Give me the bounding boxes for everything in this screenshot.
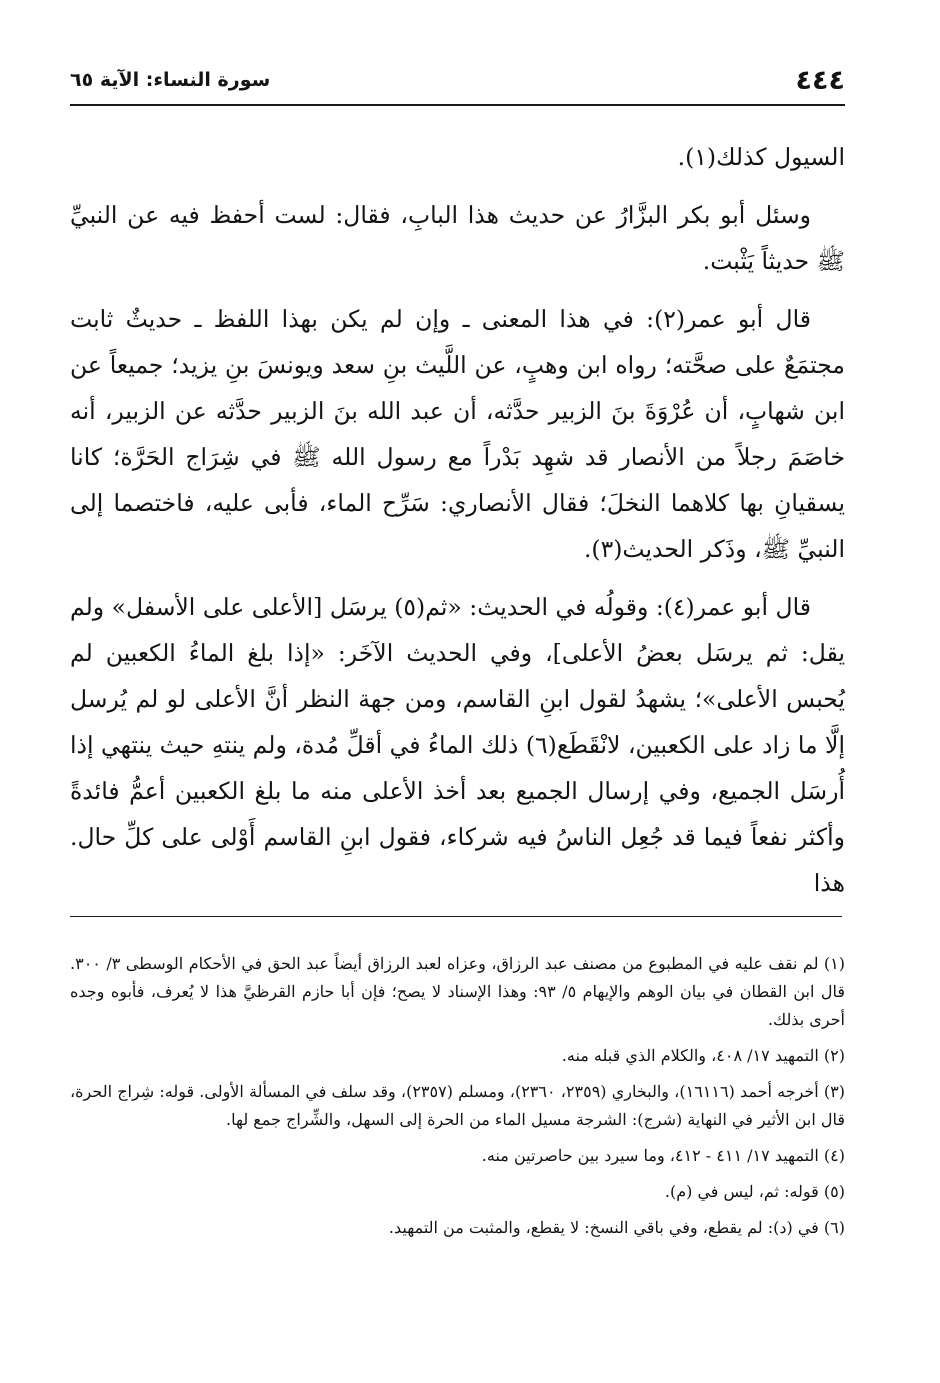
footnote: (٦) في (د): لم يقطع، وفي باقي النسخ: لا يقطع، والمثبت من التمهيد. [388, 1218, 845, 1237]
paragraph: وسئل أبو بكر البزَّارُ عن حديث هذا البابِ، فقال: لست أحفظ فيه عن النبيِّ ﷺ حديثاً يَثْبت. [70, 201, 845, 275]
page-header [70, 58, 845, 102]
page-number: ٤٤٤ [795, 64, 845, 96]
footnote: (٤) التمهيد ١٧/ ٤١١ - ٤١٢، وما سيرد بين حاصرتين منه. [481, 1146, 845, 1165]
footnote: (٢) التمهيد ١٧/ ٤٠٨، والكلام الذي قبله منه. [561, 1046, 845, 1065]
running-title: سورة النساء: الآية ٦٥ [70, 69, 271, 91]
paragraph: السيول كذلك(١). [677, 143, 845, 171]
book-page [70, 0, 845, 1383]
paragraph: قال أبو عمر(٤): وقولُه في الحديث: «ثم(٥) يرسَل [الأعلى على الأسفل» ولم يقل: ثم يرسَل بعضُ الأعلى]، وفي الحديث الآخَر: «إذا بلغ الماءُ الكعبين لم يُحبس الأعلى»؛ يشهدُ لقول ابنِ القاسم، ومن جهة النظر أنَّ الأعلى لو لم يُرسل إلَّا ما زاد على الكعبين، لانْقَطَع(٦) ذلك الماءُ في أقلِّ مُدة، ولم ينتهِ حيث ينتهي إذا أُرسَل الجميع، وفي إرسال الجميع بعد أخذ الأعلى منه ما بلغ الكعبين أعمُّ فائدةً وأكثر نفعاً فيما قد جُعِل الناسُ فيه شركاء، فقول ابنِ القاسم أَوْلى على كلِّ حال. هذا [70, 593, 845, 897]
footnote: (٣) أخرجه أحمد (١٦١١٦)، والبخاري (٢٣٥٩، ٢٣٦٠)، ومسلم (٢٣٥٧)، وقد سلف في المسألة الأولى. قوله: شِراج الحرة، قال ابن الأثير في النهاية (شرج): الشرجة مسيل الماء من الحرة إلى السهل، والشِّراج جمع لها. [70, 1082, 846, 1129]
header-rule [70, 104, 845, 106]
main-text [70, 134, 845, 918]
paragraph: قال أبو عمر(٢): في هذا المعنى ـ وإن لم يكن بهذا اللفظ ـ حديثٌ ثابت مجتمَعٌ على صحَّته؛ رواه ابن وهبٍ، عن اللَّيث بنِ سعد ويونسَ بنِ يزيد؛ جميعاً عن ابن شهابٍ، أن عُرْوَةَ بنَ الزبير حدَّثه، أن عبد الله بنَ الزبير حدَّثه عن الزبير، أنه خاصَمَ رجلاً من الأنصار قد شهِد بَدْراً مع رسول الله ﷺ في شِرَاج الحَرَّة؛ كانا يسقيانِ بها كلاهما النخلَ؛ فقال الأنصاري: سَرِّح الماء، فأبى عليه، فاختصما إلى النبيِّ ﷺ، وذَكر الحديث(٣). [70, 305, 845, 563]
footnote: (٥) قوله: ثم، ليس في (م). [664, 1182, 845, 1201]
footnote-separator [70, 916, 842, 917]
footnotes [70, 950, 845, 1250]
footnote: (١) لم نقف عليه في المطبوع من مصنف عبد الرزاق، وعزاه لعبد الرزاق أيضاً عبد الحق في الأحكام الوسطى ٣/ ٣٠٠. قال ابن القطان في بيان الوهم والإيهام ٥/ ٩٣: وهذا الإسناد لا يصح؛ فإن أبا حازم القرظيَّ هذا لا يُعرف، فأبوه وجده أحرى بذلك. [70, 954, 846, 1029]
